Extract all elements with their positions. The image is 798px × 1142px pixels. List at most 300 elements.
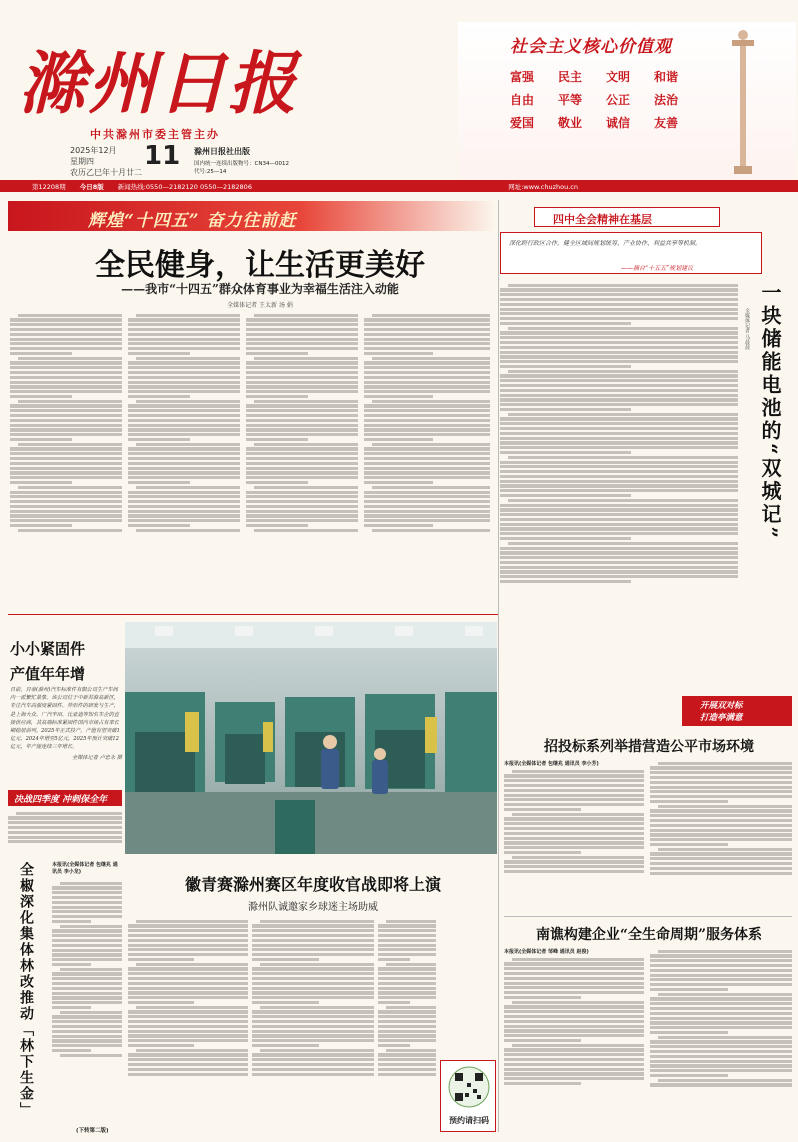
text-line <box>128 1063 248 1066</box>
text-line <box>10 491 122 494</box>
sports-subtitle: 滁州队诚邀家乡球迷主场助威 <box>248 902 378 913</box>
lead-body-col1 <box>10 312 122 612</box>
values-grid <box>510 68 710 131</box>
text-line <box>364 385 490 388</box>
text-line <box>246 467 358 470</box>
text-line <box>10 338 122 341</box>
masthead <box>0 0 798 180</box>
nanqiao-title: 南谯构建企业“全生命周期”服务体系 <box>535 927 763 943</box>
text-line <box>246 452 358 455</box>
text-line <box>52 929 122 932</box>
text-line <box>52 996 122 999</box>
text-line <box>128 1001 194 1004</box>
text-line <box>128 1073 248 1076</box>
text-line <box>128 333 240 336</box>
text-line <box>378 1044 410 1047</box>
text-line <box>10 457 122 460</box>
divider <box>498 200 499 1132</box>
text-line <box>10 495 122 498</box>
text-line <box>128 991 248 994</box>
text-line <box>10 419 122 422</box>
text-line <box>246 414 358 417</box>
text-line <box>650 1040 792 1043</box>
text-line <box>10 352 72 355</box>
text-line <box>246 404 358 407</box>
text-line <box>252 1053 374 1056</box>
text-line <box>650 954 792 957</box>
text-line <box>500 494 631 497</box>
text-line <box>246 510 358 513</box>
text-line <box>246 505 358 508</box>
text-line <box>504 996 581 999</box>
text-line <box>378 1020 436 1023</box>
text-line <box>650 1002 792 1005</box>
text-line <box>52 915 122 918</box>
text-line <box>504 1063 644 1066</box>
text-line <box>378 967 436 970</box>
text-line <box>650 814 792 817</box>
text-line <box>500 341 738 344</box>
text-line <box>378 948 436 951</box>
text-line <box>364 333 490 336</box>
nanqiao-body-col1 <box>504 956 644 1134</box>
value-word: 诚信 <box>606 116 631 130</box>
text-line <box>504 1068 644 1071</box>
feature-caption <box>10 686 122 762</box>
text-line <box>650 781 792 784</box>
text-line <box>364 510 490 513</box>
text-line <box>504 1058 644 1061</box>
text-line <box>128 438 190 441</box>
text-line <box>136 1049 248 1052</box>
text-line <box>52 1001 122 1004</box>
text-line <box>500 437 738 440</box>
text-line <box>136 529 240 532</box>
value-word: 文明 <box>606 70 631 84</box>
publisher-block <box>194 146 289 175</box>
text-line <box>260 963 374 966</box>
text-line <box>508 499 738 502</box>
text-line <box>260 1049 374 1052</box>
text-line <box>504 870 644 873</box>
bidding-tag <box>682 696 792 726</box>
lead-title: 全民健身，让生活更美好 <box>95 248 425 283</box>
text-line <box>504 1034 644 1037</box>
text-line <box>252 1025 374 1028</box>
text-line <box>364 414 490 417</box>
text-line <box>500 575 738 578</box>
text-line <box>512 1044 644 1047</box>
text-line <box>650 983 792 986</box>
text-line <box>650 959 792 962</box>
plenum-quote-source: ——摘自“十五五”规划建议 <box>621 265 694 272</box>
text-line <box>252 1068 374 1071</box>
plenum-banner-label: 四中全会精神在基层 <box>553 213 652 226</box>
bidding-body-col2 <box>650 760 792 914</box>
feature-title <box>10 638 120 684</box>
text-line <box>128 934 248 937</box>
text-line <box>650 1026 792 1029</box>
text-line <box>10 318 122 321</box>
text-line <box>252 977 374 980</box>
text-line <box>128 414 240 417</box>
text-line <box>500 566 738 569</box>
text-line <box>504 865 644 868</box>
text-line <box>504 977 644 980</box>
text-line <box>52 977 122 980</box>
text-line <box>10 500 122 503</box>
text-line <box>500 298 738 301</box>
ticket-qr-block <box>440 1060 496 1132</box>
sports-body-col3 <box>378 918 436 1132</box>
text-line <box>500 475 738 478</box>
text-line <box>128 996 248 999</box>
text-line <box>252 924 374 927</box>
text-line <box>128 467 240 470</box>
text-line <box>128 342 240 345</box>
text-line <box>650 988 728 991</box>
text-line <box>18 443 122 446</box>
left-body-top <box>8 810 122 856</box>
text-line <box>128 519 240 522</box>
value-word: 法治 <box>654 93 679 107</box>
text-line <box>18 486 122 489</box>
text-line <box>504 962 644 965</box>
text-line <box>500 504 738 507</box>
text-line <box>500 331 738 334</box>
text-line <box>378 1010 436 1013</box>
masthead-title: 滁州日报 <box>18 44 299 124</box>
text-line <box>10 510 122 513</box>
text-line <box>500 365 631 368</box>
value-word: 平等 <box>558 93 583 107</box>
text-line <box>60 1054 122 1057</box>
text-line <box>500 484 738 487</box>
text-line <box>10 381 122 384</box>
text-line <box>650 800 728 803</box>
text-line <box>128 929 248 932</box>
text-line <box>10 333 122 336</box>
text-line <box>10 476 122 479</box>
text-line <box>8 816 122 819</box>
text-line <box>650 1007 792 1010</box>
text-line <box>364 514 490 517</box>
text-line <box>504 1010 644 1013</box>
text-line <box>10 452 122 455</box>
text-line <box>128 404 240 407</box>
continued-note: (下转第二版) <box>76 1128 109 1134</box>
text-line <box>650 978 792 981</box>
text-line <box>252 1063 374 1066</box>
text-line <box>500 317 738 320</box>
text-line <box>128 385 240 388</box>
text-line <box>504 817 644 820</box>
qr-code-icon[interactable] <box>447 1065 491 1109</box>
date-line2: 星期四 <box>70 157 94 166</box>
text-line <box>18 529 122 532</box>
text-line <box>650 786 792 789</box>
text-line <box>364 481 433 484</box>
value-word: 友善 <box>654 116 679 130</box>
text-line <box>246 495 358 498</box>
lead-byline: 全媒体记者 王太新 汤 娟 <box>227 302 293 309</box>
text-line <box>128 447 240 450</box>
text-line <box>128 371 240 374</box>
text-line <box>378 996 436 999</box>
text-line <box>650 819 792 822</box>
text-line <box>504 1077 644 1080</box>
masthead-subtitle: 中共滁州市委主管主办 <box>90 128 220 141</box>
text-line <box>500 580 631 583</box>
text-line <box>504 803 644 806</box>
text-line <box>650 771 792 774</box>
value-word: 民主 <box>558 70 583 84</box>
factory-photo-illustration <box>125 622 497 854</box>
text-line <box>504 991 644 994</box>
text-line <box>508 542 738 545</box>
text-line <box>500 551 738 554</box>
text-line <box>500 432 738 435</box>
text-line <box>52 1006 91 1009</box>
text-line <box>364 471 490 474</box>
text-line <box>650 1083 792 1086</box>
text-line <box>378 929 436 932</box>
text-line <box>10 366 122 369</box>
text-line <box>650 852 792 855</box>
text-line <box>10 347 122 350</box>
text-line <box>650 833 792 836</box>
text-line <box>378 1068 436 1071</box>
text-line <box>504 1029 644 1032</box>
text-line <box>128 419 240 422</box>
text-line <box>128 390 240 393</box>
text-line <box>252 991 374 994</box>
text-line <box>10 376 122 379</box>
text-line <box>372 529 490 532</box>
text-line <box>650 843 728 846</box>
text-line <box>128 977 248 980</box>
text-line <box>512 813 644 816</box>
text-line <box>128 1010 248 1013</box>
text-line <box>658 848 792 851</box>
text-line <box>500 513 738 516</box>
text-line <box>246 433 358 436</box>
text-line <box>500 336 738 339</box>
text-line <box>500 480 738 483</box>
text-line <box>504 822 644 825</box>
text-line <box>254 400 358 403</box>
text-line <box>364 433 490 436</box>
text-line <box>500 417 738 420</box>
text-line <box>658 805 792 808</box>
text-line <box>364 342 490 345</box>
text-line <box>372 400 490 403</box>
text-line <box>500 489 738 492</box>
news-hotline: 新闻热线:0550—2182120 0550—2182806 <box>117 182 252 191</box>
section-banner <box>8 201 496 231</box>
text-line <box>378 1039 436 1042</box>
text-line <box>364 505 490 508</box>
text-line <box>246 462 358 465</box>
text-line <box>128 958 194 961</box>
text-line <box>246 514 358 517</box>
text-line <box>364 376 490 379</box>
text-line <box>136 486 240 489</box>
text-line <box>254 314 358 317</box>
text-line <box>500 394 738 397</box>
text-line <box>128 1030 248 1033</box>
values-slogan: 社会主义核心价值观 <box>510 37 672 57</box>
text-line <box>364 395 433 398</box>
text-line <box>254 443 358 446</box>
text-line <box>252 944 374 947</box>
text-line <box>128 972 248 975</box>
text-line <box>512 770 644 773</box>
text-line <box>246 471 358 474</box>
text-line <box>52 1025 122 1028</box>
text-line <box>52 896 122 899</box>
text-line <box>10 481 72 484</box>
text-line <box>378 982 436 985</box>
bidding-tag-line1: 开展双对标 <box>700 701 743 711</box>
text-line <box>650 824 792 827</box>
text-line <box>650 1021 792 1024</box>
plenum-banner <box>534 207 720 227</box>
text-line <box>246 476 358 479</box>
text-line <box>260 1006 374 1009</box>
huabiao-icon <box>728 26 758 176</box>
sports-body-col1 <box>128 918 248 1132</box>
text-line <box>378 972 436 975</box>
text-line <box>386 963 436 966</box>
text-line <box>52 901 122 904</box>
date-line3: 农历乙巳年十月廿二 <box>70 168 142 177</box>
text-line <box>10 467 122 470</box>
text-line <box>252 1001 319 1004</box>
text-line <box>378 1025 436 1028</box>
text-line <box>378 1053 436 1056</box>
text-line <box>246 361 358 364</box>
nanqiao-byline: 本报讯(全媒体记者 邹峰 通讯员 赵俊) <box>504 949 589 955</box>
lead-body-col4 <box>364 312 490 612</box>
text-line <box>500 312 738 315</box>
text-line <box>512 1001 644 1004</box>
feature-caption-text: 日前，日泰(滁州)汽车标准件有限公司生产车间内一派繁忙景象。该公司位于中新苏滁高新区，专注汽车高强度紧固件、异形件的研发与生产，是上海大众、广汽丰田、比亚迪等知名车企的直接供应商，其高端标准紧固件国内市场占有率长期稳居前列。2025年正式投产，产值有望突破1亿元，2024年增至5亿元，2025年预计突破12亿元，年产能连续三年增长。 <box>10 687 120 751</box>
text-line <box>10 424 122 427</box>
left-byline: 本报讯(全媒体记者 包继兆 通讯员 李小龙) <box>52 862 118 875</box>
text-line <box>10 328 122 331</box>
text-line <box>650 790 792 793</box>
text-line <box>10 390 122 393</box>
text-line <box>252 958 319 961</box>
text-line <box>128 366 240 369</box>
text-line <box>500 570 738 573</box>
feature-caption-byline: 全媒体记者 卢忠永 摄 <box>72 754 122 761</box>
cn-label: 国内统一连续出版物号：CN34—0012 <box>194 161 289 167</box>
text-line <box>10 524 72 527</box>
text-line <box>128 1020 248 1023</box>
text-line <box>128 476 240 479</box>
text-line <box>650 1045 792 1048</box>
text-line <box>378 1063 436 1066</box>
text-line <box>128 500 240 503</box>
text-line <box>650 1031 728 1034</box>
text-line <box>128 481 190 484</box>
text-line <box>10 323 122 326</box>
lead-subtitle: ——我市“十四五”群众体育事业为幸福生活注入动能 <box>121 282 399 296</box>
text-line <box>504 1025 644 1028</box>
text-line <box>128 939 248 942</box>
text-line <box>500 561 738 564</box>
text-line <box>128 318 240 321</box>
text-line <box>254 529 358 532</box>
text-line <box>246 352 308 355</box>
text-line <box>246 519 358 522</box>
sports-body-col2 <box>252 918 374 1132</box>
text-line <box>500 523 738 526</box>
text-line <box>16 812 122 815</box>
website: 网址:www.chuzhou.cn <box>508 182 578 191</box>
text-line <box>252 939 374 942</box>
text-line <box>52 1015 122 1018</box>
text-line <box>246 347 358 350</box>
value-word: 和谐 <box>654 70 679 84</box>
day-number: 11 <box>144 141 181 171</box>
text-line <box>246 457 358 460</box>
text-line <box>246 424 358 427</box>
text-line <box>10 409 122 412</box>
text-line <box>128 495 240 498</box>
factory-photo <box>125 622 497 854</box>
text-line <box>500 288 738 291</box>
value-word: 富强 <box>510 70 535 84</box>
text-line <box>504 832 644 835</box>
ticket-label: 预约请扫码 <box>449 1115 489 1125</box>
text-line <box>364 390 490 393</box>
text-line <box>128 514 240 517</box>
text-line <box>364 323 490 326</box>
text-line <box>500 451 631 454</box>
text-line <box>128 361 240 364</box>
text-line <box>508 456 738 459</box>
text-line <box>18 400 122 403</box>
text-line <box>500 547 738 550</box>
text-line <box>128 347 240 350</box>
text-line <box>504 986 644 989</box>
text-line <box>378 924 436 927</box>
text-line <box>246 481 308 484</box>
sports-title: 徽青赛滁州赛区年度收官战即将上演 <box>184 875 441 894</box>
text-line <box>364 491 490 494</box>
text-line <box>246 333 358 336</box>
plenum-quote-box <box>500 232 762 274</box>
text-line <box>378 977 436 980</box>
text-line <box>650 964 792 967</box>
text-line <box>500 403 738 406</box>
text-line <box>10 428 122 431</box>
text-line <box>252 948 374 951</box>
text-line <box>500 346 738 349</box>
text-line <box>10 505 122 508</box>
text-line <box>372 486 490 489</box>
text-line <box>364 428 490 431</box>
text-line <box>128 505 240 508</box>
text-line <box>508 370 738 373</box>
text-line <box>254 357 358 360</box>
text-line <box>504 794 644 797</box>
bidding-byline: 本报讯(全媒体记者 包继兆 通讯员 李小芳) <box>504 761 599 767</box>
value-word: 敬业 <box>558 116 583 130</box>
